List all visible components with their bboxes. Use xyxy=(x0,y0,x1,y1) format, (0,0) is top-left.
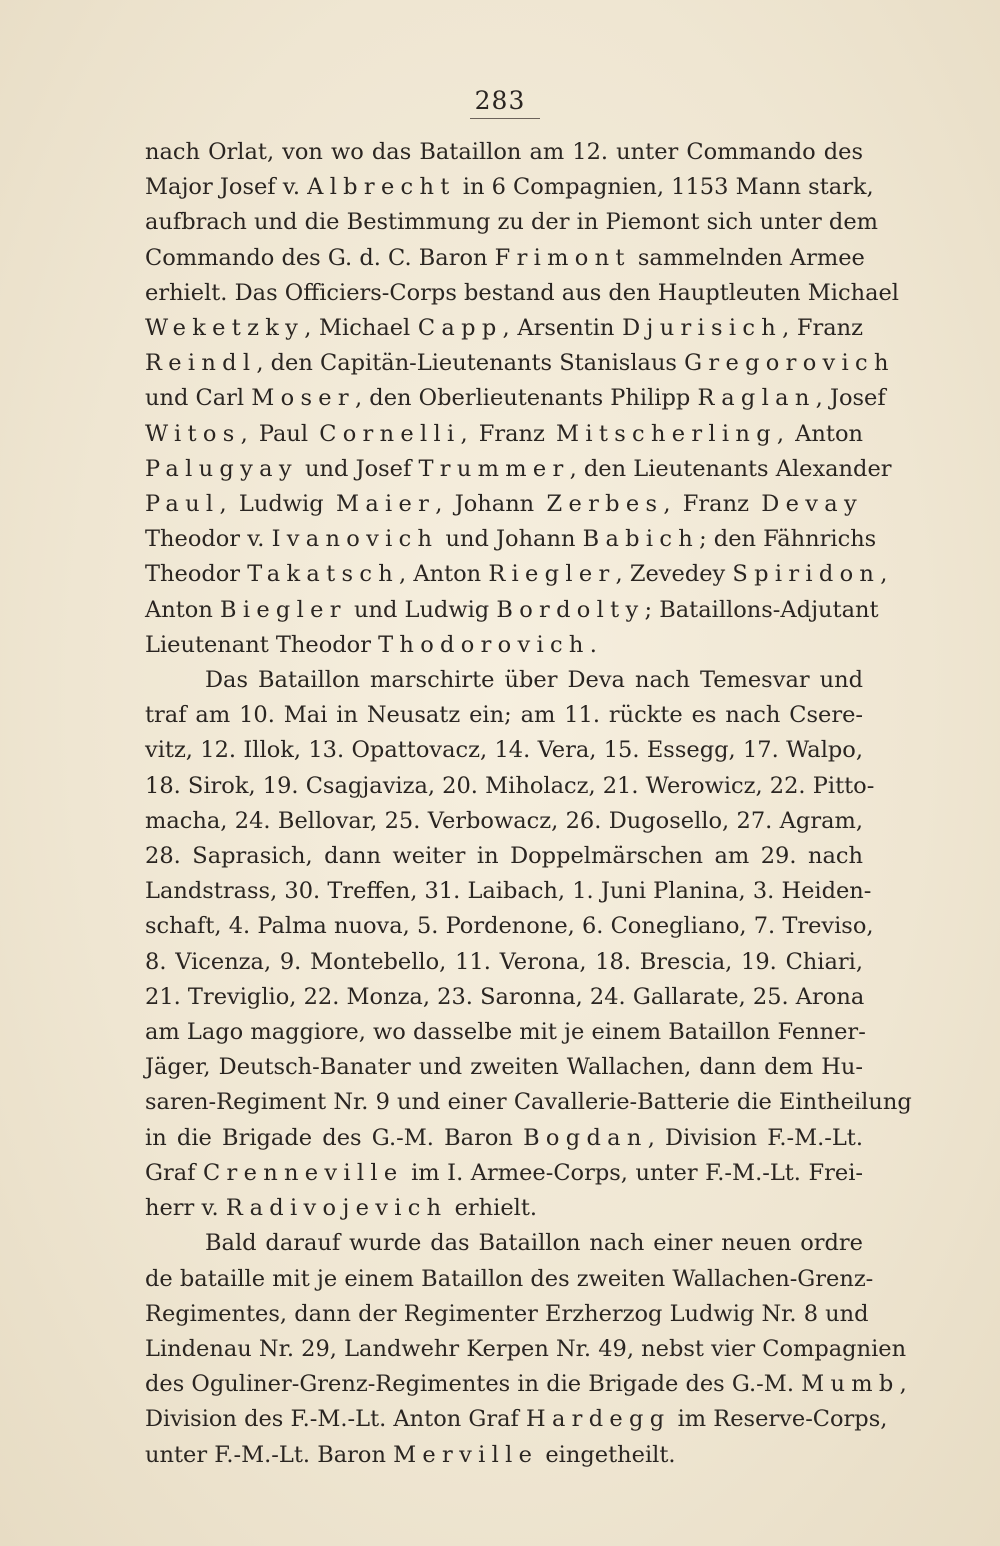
text-segment: , xyxy=(880,561,888,588)
text-line xyxy=(145,346,895,381)
spaced-name: Hardegg xyxy=(526,1406,671,1433)
text-line xyxy=(145,980,863,1015)
text-segment: im I. Armee-Corps, unter F.-M.-Lt. Frei- xyxy=(403,1159,863,1186)
text-line xyxy=(145,205,878,240)
text-segment: 28. Saprasich, dann weiter in Doppelmärschen am 29. nach xyxy=(145,843,863,870)
spaced-name: Devay xyxy=(761,491,863,518)
text-segment: traf am 10. Mai in Neusatz ein; am 11. rückte es nach Csere- xyxy=(145,702,863,729)
text-line xyxy=(145,1226,863,1261)
text-segment: schaft, 4. Palma nuova, 5. Pordenone, 6. Conegliano, 7. Treviso, xyxy=(145,913,874,940)
spaced-name: Trummer xyxy=(418,455,570,482)
spaced-name: Mitscherling xyxy=(556,420,777,447)
text-segment: Lindenau Nr. 29, Landwehr Kerpen Nr. 49, nebst vier Compagnien xyxy=(145,1335,907,1362)
text-line xyxy=(145,135,863,170)
text-line xyxy=(145,241,863,276)
text-line xyxy=(145,452,892,487)
text-line xyxy=(145,276,899,311)
text-segment: Theodor xyxy=(145,561,248,588)
text-segment: eingetheilt. xyxy=(538,1441,676,1468)
text-line xyxy=(145,557,888,592)
text-segment: Jäger, Deutsch-Banater und zweiten Wallachen, dann dem Hu- xyxy=(145,1054,863,1081)
spaced-name: Thodorovich xyxy=(378,631,590,658)
text-segment: herr v. xyxy=(145,1195,226,1222)
text-line xyxy=(145,874,872,909)
text-line xyxy=(145,1262,874,1297)
text-segment: 21. Treviglio, 22. Monza, 23. Saronna, 24. Gallarate, 25. Arona xyxy=(145,983,865,1010)
text-segment: , Josef xyxy=(815,385,886,412)
text-segment: unter F.-M.-Lt. Baron xyxy=(145,1441,394,1468)
spaced-name: Crenneville xyxy=(203,1159,404,1186)
text-line xyxy=(145,909,874,944)
text-segment: vitz, 12. Illok, 13. Opattovacz, 14. Vera, 15. Essegg, 17. Walpo, xyxy=(145,737,863,764)
text-segment: , Anton xyxy=(399,561,489,588)
text-line xyxy=(145,1156,863,1191)
text-segment: Regimentes, dann der Regimenter Erzherzog Ludwig Nr. 8 und xyxy=(145,1300,869,1327)
text-segment: macha, 24. Bellovar, 25. Verbowacz, 26. Dugosello, 27. Agram, xyxy=(145,807,863,834)
text-segment: Division des F.-M.-Lt. Anton Graf xyxy=(145,1406,527,1433)
spaced-name: Babich xyxy=(582,526,700,553)
text-line xyxy=(145,769,875,804)
text-segment: , den Oberlieutenants Philipp xyxy=(354,385,698,412)
text-line xyxy=(145,1438,863,1473)
text-line xyxy=(145,487,863,522)
text-segment: saren-Regiment Nr. 9 und einer Cavallerie-Batterie die Eintheilung xyxy=(145,1089,912,1116)
spaced-name: Takatsch xyxy=(247,561,400,588)
text-segment: Anton xyxy=(145,596,220,623)
spaced-name: Witos xyxy=(145,420,241,447)
text-line xyxy=(145,1050,863,1085)
spaced-name: Ivanovich xyxy=(271,526,439,553)
text-segment: und Johann xyxy=(438,526,583,553)
spaced-name: Reindl xyxy=(145,350,257,377)
text-segment: 8. Vicenza, 9. Montebello, 11. Verona, 18. Brescia, 19. Chiari, xyxy=(145,948,863,975)
text-line xyxy=(145,839,863,874)
page-number-rule xyxy=(470,118,540,119)
text-line xyxy=(145,698,863,733)
text-segment: , Franz xyxy=(460,420,557,447)
text-segment: , Arsentin xyxy=(502,315,623,342)
text-segment: , Franz xyxy=(782,315,863,342)
text-line xyxy=(145,663,863,698)
text-segment: Lieutenant Theodor xyxy=(145,631,379,658)
spaced-name: Raglan xyxy=(697,385,816,412)
spaced-name: Spiridon xyxy=(732,561,881,588)
text-segment: erhielt. Das Officiers-Corps bestand aus den Hauptleuten Michael xyxy=(145,279,899,306)
body-text xyxy=(145,135,912,1473)
spaced-name: Maier xyxy=(335,491,436,518)
text-segment: und Ludwig xyxy=(346,596,497,623)
text-segment: erhielt. xyxy=(447,1195,538,1222)
text-line xyxy=(145,1402,888,1437)
text-line xyxy=(145,804,863,839)
spaced-name: Riegler xyxy=(488,561,616,588)
text-segment: ; den Fähnrichs xyxy=(699,526,877,553)
spaced-name: Albrecht xyxy=(307,174,456,201)
text-line xyxy=(145,522,877,557)
text-segment: , den Capitän-Lieutenants Stanislaus xyxy=(256,350,685,377)
text-segment: , xyxy=(899,1371,907,1398)
text-line xyxy=(145,1121,863,1156)
spaced-name: Cornelli xyxy=(319,420,461,447)
text-segment: , Division F.-M.-Lt. xyxy=(647,1124,863,1151)
text-segment: Major Josef v. xyxy=(145,174,308,201)
spaced-name: Zerbes xyxy=(546,491,664,518)
spaced-name: Frimont xyxy=(494,244,631,271)
text-segment: . xyxy=(589,631,597,658)
text-segment: ; Bataillons-Adjutant xyxy=(644,596,879,623)
spaced-name: Merville xyxy=(393,1441,539,1468)
spaced-name: Moser xyxy=(251,385,355,412)
spaced-name: Weketzky xyxy=(145,315,305,342)
text-segment: , Paul xyxy=(240,420,320,447)
spaced-name: Mumb xyxy=(801,1371,900,1398)
text-segment: , Michael xyxy=(304,315,418,342)
spaced-name: Paul xyxy=(145,491,220,518)
text-segment: in 6 Compagnien, 1153 Mann stark, xyxy=(455,174,874,201)
text-line xyxy=(145,381,886,416)
text-segment: Landstrass, 30. Treffen, 31. Laibach, 1. Juni Planina, 3. Heiden- xyxy=(145,878,872,905)
text-line xyxy=(145,628,863,663)
text-line xyxy=(145,593,879,628)
text-line xyxy=(145,1015,866,1050)
spaced-name: Radivojevich xyxy=(225,1195,448,1222)
text-segment: Commando des G. d. C. Baron xyxy=(145,244,495,271)
text-segment: und Carl xyxy=(145,385,252,412)
text-line xyxy=(145,1297,869,1332)
spaced-name: Gregorovich xyxy=(684,350,895,377)
text-segment: des Oguliner-Grenz-Regimentes in die Brigade des G.-M. xyxy=(145,1371,802,1398)
spaced-name: Bordolty xyxy=(496,596,645,623)
spaced-name: Palugyay xyxy=(145,455,298,482)
text-segment: am Lago maggiore, wo dasselbe mit je einem Bataillon Fenner- xyxy=(145,1019,866,1046)
page-number: 283 xyxy=(474,86,526,115)
text-line xyxy=(145,945,863,980)
text-segment: Bald darauf wurde das Bataillon nach einer neuen ordre xyxy=(205,1230,863,1257)
text-segment: , Anton xyxy=(776,420,863,447)
text-segment: nach Orlat, von wo das Bataillon am 12. unter Commando des xyxy=(145,139,863,165)
text-line xyxy=(145,1191,863,1226)
text-segment: Theodor v. xyxy=(145,526,272,553)
spaced-name: Bogdan xyxy=(523,1124,648,1151)
text-segment: de bataille mit je einem Bataillon des zweiten Wallachen-Grenz- xyxy=(145,1265,874,1292)
text-line xyxy=(145,170,874,205)
text-line xyxy=(145,417,863,452)
text-segment: und Josef xyxy=(297,455,419,482)
text-segment: , den Lieutenants Alexander xyxy=(569,455,892,482)
text-line xyxy=(145,1367,907,1402)
text-segment: , Ludwig xyxy=(219,491,336,518)
text-segment: im Reserve-Corps, xyxy=(670,1406,888,1433)
text-line xyxy=(145,1332,907,1367)
spaced-name: Capp xyxy=(417,315,503,342)
text-segment: 18. Sirok, 19. Csagjaviza, 20. Miholacz, 21. Werowicz, 22. Pitto- xyxy=(145,772,875,799)
text-segment: Das Bataillon marschirte über Deva nach Temesvar und xyxy=(205,667,863,694)
spaced-name: Biegler xyxy=(219,596,347,623)
text-segment: , Franz xyxy=(663,491,762,518)
text-segment: , Zevedey xyxy=(615,561,733,588)
text-line xyxy=(145,311,863,346)
text-line xyxy=(145,1085,912,1120)
text-segment: sammelnden Armee xyxy=(630,244,865,271)
text-segment: in die Brigade des G.-M. Baron xyxy=(145,1124,524,1151)
text-segment: , Johann xyxy=(435,491,547,518)
text-segment: aufbrach und die Bestimmung zu der in Piemont sich unter dem xyxy=(145,209,878,236)
spaced-name: Djurisich xyxy=(622,315,783,342)
text-segment: Graf xyxy=(145,1159,204,1186)
text-line xyxy=(145,733,863,768)
